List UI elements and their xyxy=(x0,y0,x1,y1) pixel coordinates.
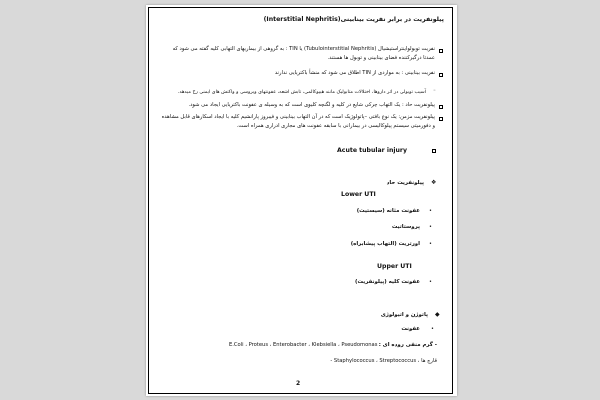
gram-positive-line: قارچ ها ، Staphylococcus ، Streptococcus - xyxy=(330,358,437,364)
upper-item-pyelonephritis: عفونت کلیه (پیلونفریت) xyxy=(355,279,420,285)
diamond-bullet-icon: ◆ xyxy=(435,311,440,318)
paragraph-acute-pyelonephritis: پیلونفریت حاد : یک التهاب چرکی شایع در کلیه و لگنچه کلیوی است که به وسیله ی عفونت باکتریایی ایجاد می شود. xyxy=(188,102,435,108)
infection-label: عفونت xyxy=(401,326,420,332)
lower-item-urethritis: اورتریت (التهاب پیشابراه) xyxy=(350,241,420,247)
lower-item-cystitis: عفونت مثانه (سیستیت) xyxy=(356,208,420,214)
gram-negative-list: E.Coli ، Proteus ، Enterobacter ، Klebsiella ، Pseudomonas xyxy=(229,342,378,348)
diamond-bullet-icon: ❖ xyxy=(431,179,437,186)
pathogen-heading: پاتوژن و اتیولوژی xyxy=(380,312,428,318)
dot-bullet-icon: • xyxy=(431,326,434,332)
acute-pyelo-heading: پیلونفریت حاد xyxy=(386,180,424,186)
square-bullet-icon xyxy=(439,73,443,77)
dot-bullet-icon: • xyxy=(429,241,432,247)
square-bullet-icon xyxy=(439,49,443,53)
page-number: 2 xyxy=(296,380,301,387)
lower-item-prostatitis: پروستاتیت xyxy=(391,224,420,230)
square-bullet-icon xyxy=(432,149,436,153)
paragraph-chronic-line1: پیلونفریت مزمن: یک نوع بافتی –پاتولوژیک است که در آن التهاب بینابینی و فیبروز پارانشیم کلیه با ایجاد اسکارهای قابل مشاهده xyxy=(161,114,435,120)
paragraph-chronic-line2: و دفورمیتی سیستم پیلوکالیسی در بیمارانی با سابقه عفونت های مجاری ادراری همراه است. xyxy=(236,123,435,129)
acute-tubular-injury: Acute tubular injury xyxy=(337,147,408,154)
dot-bullet-icon: • xyxy=(429,224,432,230)
page-title: پیلونفریت در برابر نفریت بینابینی(Interstitial Nephritis) xyxy=(263,16,444,23)
paragraph-tubular-damage: آسیب توبولی در اثر داروها، اختلالات متابولیک مانند هیپوکالمی، تابش اشعه، عفونتهای ویروسی و واکنش های ایمنی رخ میدهد. xyxy=(177,90,426,95)
square-bullet-icon xyxy=(439,105,443,109)
dot-bullet-icon: ◦ xyxy=(433,88,436,94)
upper-uti-heading: Upper UTI xyxy=(377,263,412,270)
square-bullet-icon xyxy=(439,117,443,121)
dot-bullet-icon: • xyxy=(429,208,432,214)
lower-uti-heading: Lower UTI xyxy=(341,191,376,198)
page-border xyxy=(148,7,453,394)
gram-negative-label: - گرم منفی روده ای : xyxy=(378,342,437,348)
paragraph-tin-line2: عمدتا درگیرکننده فضای بینابینی و توبول ها هستند. xyxy=(327,55,435,61)
paragraph-tin-line1: نفریت توبولواینتراستیشیال (Tubulointerstitial Nephritis) یا TIN : به گروهی از بیماریهای التهابی کلیه گفته می شود که xyxy=(172,46,435,52)
paragraph-interstitial: نفریت بینابینی : به مواردی از TIN اطلاق می شود که منشأ باکتریایی ندارند xyxy=(274,70,435,76)
dot-bullet-icon: • xyxy=(429,279,432,285)
